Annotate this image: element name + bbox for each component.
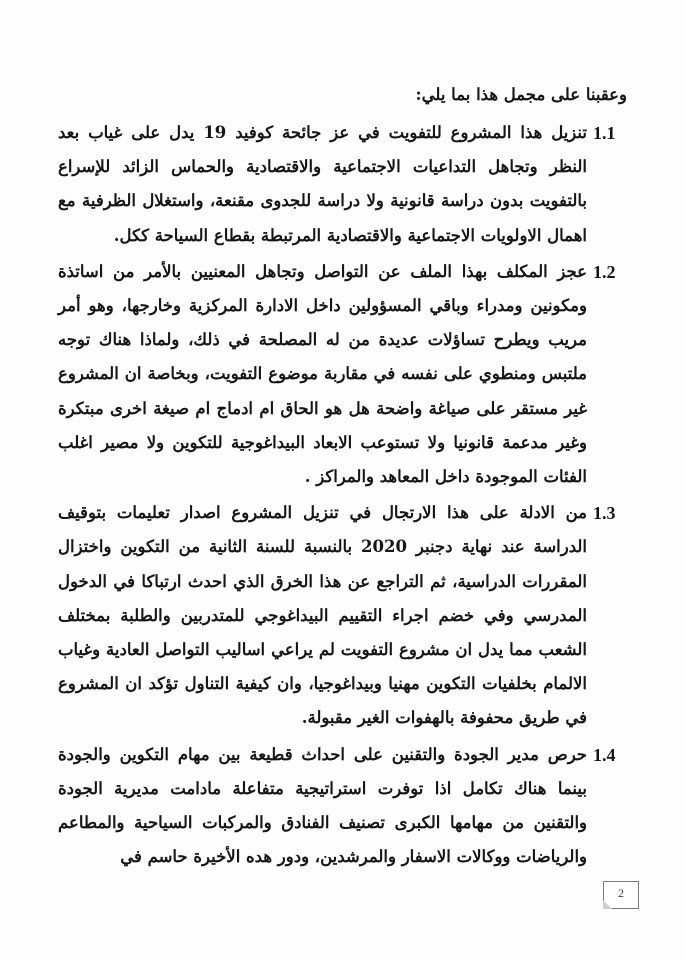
list-item-1-1 xyxy=(58,116,627,253)
list-item-1-3 xyxy=(58,496,627,735)
list-item-1-2 xyxy=(58,255,627,494)
list-item-1-4 xyxy=(58,738,627,875)
page-number: 2 xyxy=(618,886,624,900)
intro-paragraph: وعقبنا على مجمل هذا بما يلي: xyxy=(415,85,627,104)
item-text: من الادلة على هذا الارتجال في تنزيل المشروع اصدار تعليمات بتوقيف الدراسة عند نهاية دجنبر 2020 بالنسبة للسنة الثانية من التكوين واختزال المقررات الدراسية، ثم التراجع عن هذا الخرق الذي احدث ارتباكا في الدخول المدرسي وفي خضم اجراء التقييم البيداغوجي للمتدربين والطلبة بمختلف الشعب مما يدل ان مشروع التفويت لم يراعي اساليب التواصل العادية وغياب الالمام بخلفيات التكوين مهنيا وبيداغوجيا، وان كيفية التناول تؤكد ان المشروع في طريق محفوفة بالهفوات الغير مقبولة. xyxy=(58,503,587,728)
item-number: 1.3 xyxy=(593,503,616,524)
document-body xyxy=(58,78,627,876)
item-text: عجز المكلف بهذا الملف عن التواصل وتجاهل المعنيين بالأمر من اساتذة ومكونين ومدراء وباقي المسؤولين داخل الادارة المركزية وخارجها، وهو أمر مريب ويطرح تساؤلات عديدة من له المصلحة في ذلك، ولماذا هناك توجه ملتبس ومنطوي على نفسه في مقاربة موضوع التفويت، وبخاصة ان المشروع غير مستقر على صياغة واضحة هل هو الحاق ام ادماج ام صيغة اخرى مبتكرة وغير مدعمة قانونيا ولا تستوعب الابعاد البيداغوجية للتكوين ولا مصير اغلب الفئات الموجودة داخل المعاهد والمراكز . xyxy=(58,261,587,487)
page-number-box xyxy=(603,881,639,909)
item-number: 1.2 xyxy=(593,261,616,282)
item-number: 1.4 xyxy=(593,744,616,765)
item-text: تنزيل هذا المشروع للتفويت في عز جائحة كوفيد 19 يدل على غياب بعد النظر وتجاهل التداعيات الاجتماعية والاقتصادية والحماس الزائد للإسراع بالتفويت بدون دراسة قانونية ولا دراسة للجدوى مقنعة، واستغلال الظرفية مع اهمال الاولويات الاجتماعية والاقتصادية المرتبطة بقطاع السياحة ككل. xyxy=(58,123,587,245)
item-number: 1.1 xyxy=(593,123,616,143)
item-text: حرص مدير الجودة والتقنين على احداث قطيعة بين مهام التكوين والجودة بينما هناك تكامل اذا توفرت استراتيجية متفاعلة مادامت مديرية الجودة والتقنين من مهامها الكبرى تصنيف الفنادق والمركبات السياحية والمطاعم والرياضات ووكالات الاسفار والمرشدين، ودور هده الأخيرة حاسم في xyxy=(58,744,587,867)
